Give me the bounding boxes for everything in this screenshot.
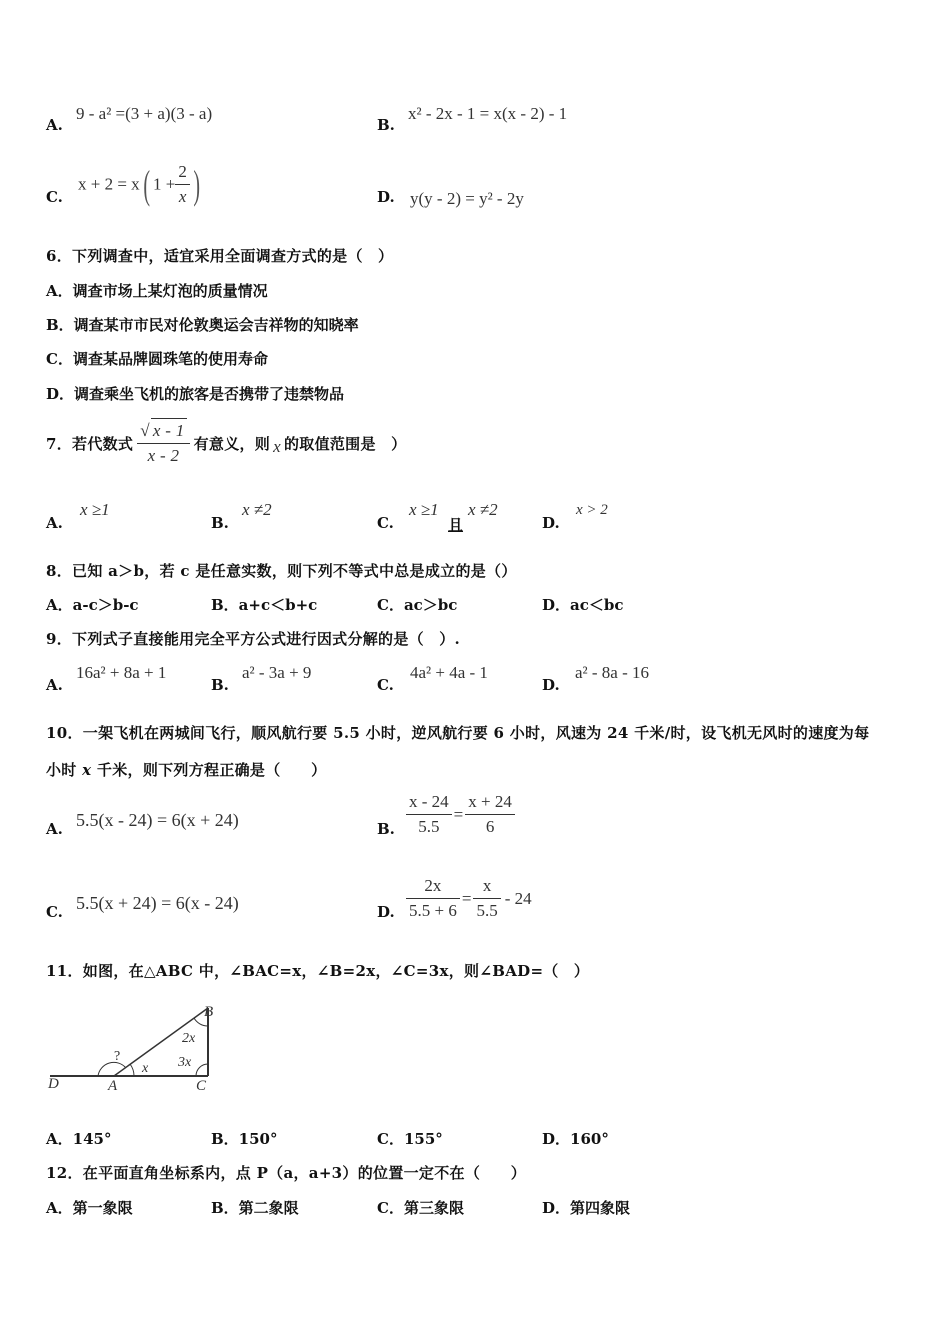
q7-option-b-expression: x ≠2 bbox=[242, 500, 272, 519]
q10-d-numerator-1: 2x bbox=[406, 874, 460, 899]
vertex-d-label: D bbox=[48, 1076, 59, 1092]
q8-stem: 8．已知 a＞b，若 c 是任意实数，则下列不等式中总是成立的是（） bbox=[46, 562, 517, 580]
q7-stem-part1: 7．若代数式 bbox=[46, 434, 134, 453]
q5-option-c-label: C. bbox=[46, 188, 63, 206]
q7-option-c-expression-1: x ≥1 bbox=[409, 500, 439, 519]
q8-option-a[interactable]: A．a-c＞b-c bbox=[46, 596, 139, 614]
q5-c-numerator: 2 bbox=[175, 160, 190, 185]
q10-variable: x bbox=[82, 761, 92, 779]
q6-stem: 6．下列调查中，适宜采用全面调查方式的是（ ） bbox=[46, 247, 394, 265]
q12-stem: 12．在平面直角坐标系内，点 P（a，a+3）的位置一定不在（ ） bbox=[46, 1164, 527, 1182]
angle-bad-arc bbox=[98, 1062, 126, 1076]
q9-option-c-label: C. bbox=[377, 676, 394, 694]
q6-option-b[interactable]: B．调查某市市民对伦敦奥运会吉祥物的知晓率 bbox=[46, 316, 359, 334]
q7-radicand: x - 1 bbox=[151, 418, 187, 443]
angle-a-arc bbox=[130, 1064, 134, 1076]
q7-option-d-expression: x > 2 bbox=[576, 502, 608, 518]
q9-option-c-expression: 4a² + 4a - 1 bbox=[410, 663, 488, 682]
q10-stem-line2 bbox=[46, 759, 326, 780]
q8-option-d[interactable]: D．ac＜bc bbox=[542, 596, 624, 614]
q10-stem-part1: 小时 bbox=[46, 761, 77, 779]
q10-option-d-expression bbox=[406, 874, 532, 923]
q8-option-b[interactable]: B．a+c＜b+c bbox=[211, 596, 318, 614]
q11-option-d[interactable]: D．160° bbox=[542, 1130, 609, 1148]
q7-denominator: x - 2 bbox=[147, 446, 180, 465]
q10-d-tail: - 24 bbox=[504, 888, 532, 908]
q11-triangle-figure bbox=[44, 998, 224, 1096]
q10-d-fraction-2 bbox=[473, 874, 500, 923]
q7-option-c-label: C. bbox=[377, 514, 394, 532]
q10-option-d-label: D. bbox=[377, 903, 395, 921]
angle-b-value: 2x bbox=[182, 1031, 196, 1046]
q5-c-denominator: x bbox=[178, 187, 187, 206]
q11-option-c[interactable]: C．155° bbox=[377, 1130, 443, 1148]
q6-option-a[interactable]: A．调查市场上某灯泡的质量情况 bbox=[46, 282, 268, 300]
q7-variable: x bbox=[273, 437, 281, 456]
q9-option-d-label: D. bbox=[542, 676, 560, 694]
vertex-b-label: B bbox=[204, 1004, 214, 1020]
q10-d-denominator-1: 5.5 + 6 bbox=[409, 901, 457, 920]
vertex-a-label: A bbox=[108, 1078, 118, 1094]
q9-option-b-label: B. bbox=[211, 676, 229, 694]
q7-option-b-label: B. bbox=[211, 514, 229, 532]
q7-option-a-label: A. bbox=[46, 514, 63, 532]
q11-option-b[interactable]: B．150° bbox=[211, 1130, 278, 1148]
q10-b-denominator-1: 5.5 bbox=[418, 817, 440, 836]
q10-stem-line1: 10．一架飞机在两城间飞行，顺风航行要 5.5 小时，逆风航行要 6 小时，风速为 24 千米/时，设飞机无风时的速度为每 bbox=[46, 724, 870, 742]
q9-option-a-expression: 16a² + 8a + 1 bbox=[76, 663, 167, 682]
q10-b-numerator-2: x + 24 bbox=[465, 790, 515, 815]
right-paren: ) bbox=[193, 161, 200, 207]
q5-c-one: 1 + bbox=[153, 174, 176, 194]
q11-stem: 11．如图，在△ABC 中，∠BAC=x，∠B=2x，∠C=3x，则∠BAD=（ ） bbox=[46, 962, 590, 980]
q9-stem: 9．下列式子直接能用完全平方公式进行因式分解的是（ ）. bbox=[46, 630, 461, 648]
q5-option-b-label: B. bbox=[377, 116, 395, 134]
angle-c-arc bbox=[196, 1064, 208, 1076]
q10-option-c-expression: 5.5(x + 24) = 6(x - 24) bbox=[76, 893, 239, 913]
q9-option-b-expression: a² - 3a + 9 bbox=[242, 663, 312, 682]
q10-option-b-label: B. bbox=[377, 820, 395, 838]
q6-option-c[interactable]: C．调查某品牌圆珠笔的使用寿命 bbox=[46, 350, 268, 368]
q10-b-numerator-1: x - 24 bbox=[406, 790, 452, 815]
angle-a-value: x bbox=[142, 1061, 149, 1076]
q9-option-a-label: A. bbox=[46, 676, 63, 694]
q7-option-c-expression-2: x ≠2 bbox=[468, 500, 498, 519]
q7-numerator: √ x - 1 bbox=[137, 418, 189, 444]
q12-option-b[interactable]: B．第二象限 bbox=[211, 1199, 299, 1217]
q7-stem bbox=[46, 416, 406, 470]
q5-option-d-label: D. bbox=[377, 188, 395, 206]
q10-b-denominator-2: 6 bbox=[485, 817, 495, 836]
angle-bad-unknown: ? bbox=[114, 1049, 121, 1064]
q10-b-fraction-1 bbox=[406, 790, 452, 839]
q10-b-fraction-2 bbox=[465, 790, 515, 839]
q10-d-numerator-2: x bbox=[473, 874, 500, 899]
q11-option-a[interactable]: A．145° bbox=[46, 1130, 112, 1148]
q10-option-a-label: A. bbox=[46, 820, 63, 838]
q5-option-b-expression: x² - 2x - 1 = x(x - 2) - 1 bbox=[408, 104, 568, 123]
q7-stem-part2: 有意义，则 bbox=[193, 434, 271, 453]
vertex-c-label: C bbox=[196, 1078, 207, 1094]
q7-fraction bbox=[137, 418, 189, 468]
angle-c-value: 3x bbox=[178, 1055, 192, 1070]
q7-option-d-label: D. bbox=[542, 514, 560, 532]
q6-option-d[interactable]: D．调查乘坐飞机的旅客是否携带了违禁物品 bbox=[46, 385, 345, 403]
q7-stem-part3: 的取值范围是 ） bbox=[283, 434, 407, 453]
left-paren: ( bbox=[143, 161, 150, 207]
q10-b-equals: = bbox=[453, 804, 464, 824]
q5-option-d-expression: y(y - 2) = y² - 2y bbox=[410, 189, 524, 208]
q12-option-d[interactable]: D．第四象限 bbox=[542, 1199, 631, 1217]
q12-option-c[interactable]: C．第三象限 bbox=[377, 1199, 464, 1217]
q8-option-c[interactable]: C．ac＞bc bbox=[377, 596, 458, 614]
q5-option-c-expression bbox=[78, 160, 203, 209]
q12-option-a[interactable]: A．第一象限 bbox=[46, 1199, 133, 1217]
q10-d-denominator-2: 5.5 bbox=[476, 901, 498, 920]
q5-option-a-expression: 9 - a² =(3 + a)(3 - a) bbox=[76, 104, 213, 123]
q10-stem-part2: 千米，则下列方程正确是（ ） bbox=[96, 761, 327, 779]
q7-option-c-and: 且 bbox=[448, 516, 464, 534]
q10-option-c-label: C. bbox=[46, 903, 63, 921]
q5-option-a-label: A. bbox=[46, 116, 63, 134]
q10-d-equals: = bbox=[461, 888, 472, 908]
q5-c-fraction bbox=[175, 160, 190, 209]
q9-option-d-expression: a² - 8a - 16 bbox=[575, 663, 650, 682]
q10-d-fraction-1 bbox=[406, 874, 460, 923]
q10-option-a-expression: 5.5(x - 24) = 6(x + 24) bbox=[76, 810, 239, 830]
q7-option-a-expression: x ≥1 bbox=[80, 500, 110, 519]
q10-option-b-expression bbox=[406, 790, 515, 839]
q5-c-left: x + 2 = x bbox=[78, 174, 140, 194]
